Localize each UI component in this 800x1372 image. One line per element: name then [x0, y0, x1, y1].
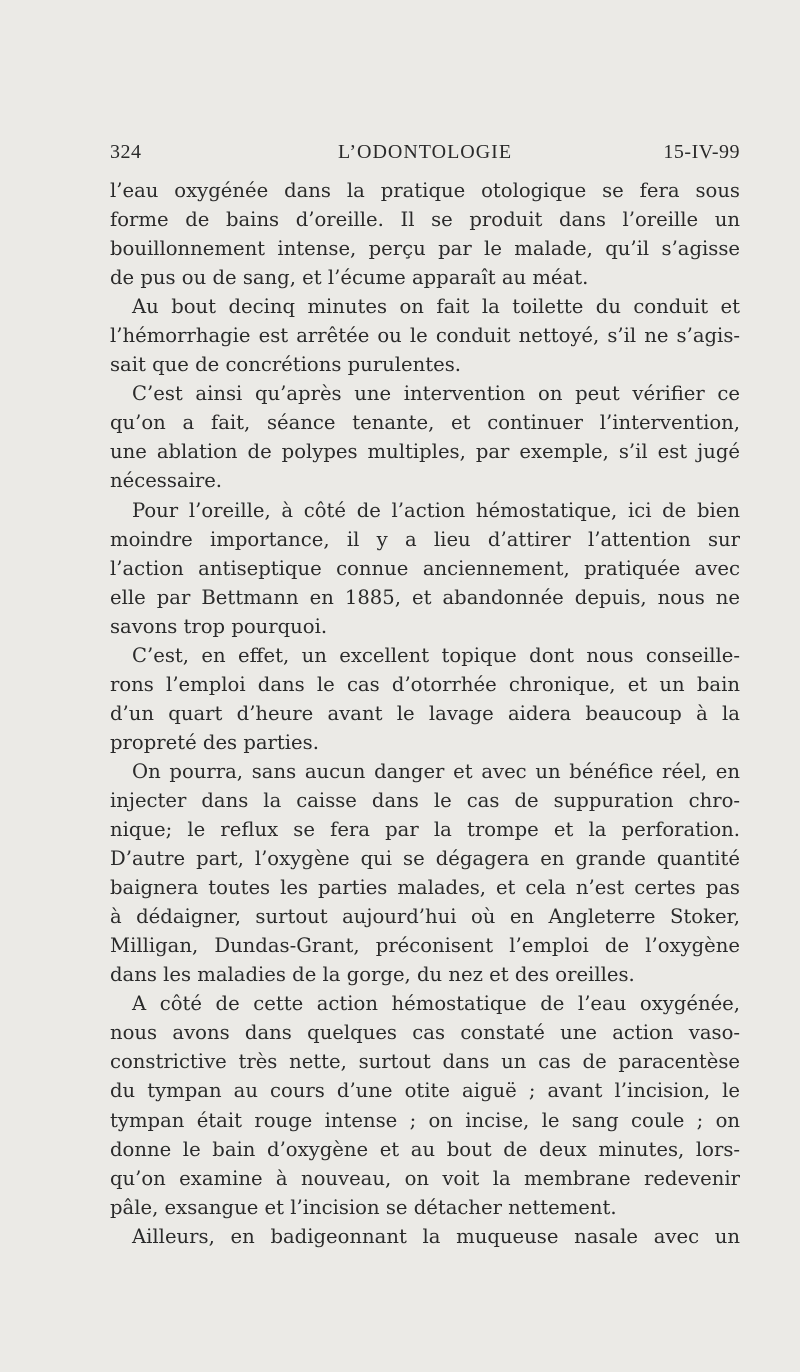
text-line: qu’on a fait, séance tenante, et continuer l’intervention, [110, 411, 740, 435]
text-line: dans les maladies de la gorge, du nez et des oreilles. [110, 963, 635, 987]
page-number: 324 [110, 141, 142, 163]
text-line: baignera toutes les parties malades, et cela n’est certes pas [110, 876, 740, 900]
text-line: D’autre part, l’oxygène qui se dégagera en grande quantité [110, 847, 740, 871]
text-line: On pourra, sans aucun danger et avec un bénéfice réel, en [132, 759, 740, 783]
text-line: nique; le reflux se fera par la trompe et la perforation. [110, 818, 740, 842]
text-line: rons l’emploi dans le cas d’otorrhée chronique, et un bain [110, 672, 740, 696]
text-line: une ablation de polypes multiples, par exemple, s’il est jugé [110, 440, 740, 464]
text-line: A côté de cette action hémostatique de l’eau oxygénée, [132, 992, 740, 1016]
text-line: injecter dans la caisse dans le cas de suppuration chro- [110, 788, 740, 812]
text-line: Pour l’oreille, à côté de l’action hémostatique, ici de bien [132, 498, 740, 522]
text-line: moindre importance, il y a lieu d’attirer l’attention sur [110, 527, 740, 551]
text-line: bouillonnement intense, perçu par le malade, qu’il s’agisse [110, 237, 740, 261]
body-text [110, 176, 740, 1251]
text-line: du tympan au cours d’une otite aiguë ; avant l’incision, le [110, 1079, 740, 1103]
journal-title: L’ODONTOLOGIE [337, 141, 513, 163]
text-line: qu’on examine à nouveau, on voit la membrane redevenir [110, 1166, 740, 1190]
text-line: pâle, exsangue et l’incision se détacher nettement. [110, 1195, 617, 1219]
text-line: Ailleurs, en badigeonnant la muqueuse nasale avec un [132, 1224, 740, 1248]
text-line: sait que de concrétions purulentes. [110, 353, 462, 377]
text-line: l’hémorrhagie est arrêtée ou le conduit nettoyé, s’il ne s’agis- [110, 324, 740, 348]
text-line: l’action antiseptique connue anciennement, pratiquée avec [110, 556, 740, 580]
text-line: forme de bains d’oreille. Il se produit dans l’oreille un [110, 208, 740, 232]
running-head [110, 141, 740, 171]
text-line: d’un quart d’heure avant le lavage aidera beaucoup à la [110, 701, 740, 725]
text-line: nécessaire. [110, 469, 223, 493]
text-line: C’est, en effet, un excellent topique dont nous conseille- [132, 643, 740, 667]
text-line: à dédaigner, surtout aujourd’hui où en Angleterre Stoker, [110, 905, 740, 929]
text-line: propreté des parties. [110, 730, 319, 754]
text-line: C’est ainsi qu’après une intervention on peut vérifier ce [132, 382, 740, 406]
issue-date: 15-IV-99 [663, 141, 740, 163]
text-line: tympan était rouge intense ; on incise, le sang coule ; on [110, 1108, 740, 1132]
text-line: Au bout decinq minutes on fait la toilette du conduit et [132, 295, 740, 319]
text-line: de pus ou de sang, et l’écume apparaît au méat. [110, 266, 589, 290]
text-line: elle par Bettmann en 1885, et abandonnée depuis, nous ne [110, 585, 740, 609]
text-line: constrictive très nette, surtout dans un cas de paracentèse [110, 1050, 740, 1074]
text-line: Milligan, Dundas-Grant, préconisent l’emploi de l’oxygène [110, 934, 740, 958]
text-line: savons trop pourquoi. [110, 614, 328, 638]
text-line: donne le bain d’oxygène et au bout de deux minutes, lors- [110, 1137, 740, 1161]
text-line: l’eau oxygénée dans la pratique otologique se fera sous [110, 179, 740, 202]
text-line: nous avons dans quelques cas constaté une action vaso- [110, 1021, 740, 1045]
